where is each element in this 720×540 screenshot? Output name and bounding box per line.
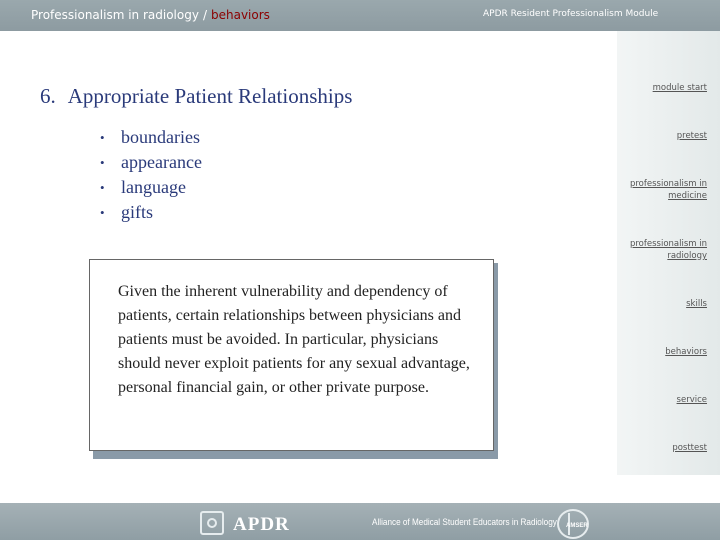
- nav-link-behaviors[interactable]: behaviors: [665, 347, 707, 357]
- list-item-text: language: [121, 177, 186, 197]
- bullet-icon: •: [100, 205, 105, 220]
- breadcrumb-separator: /: [202, 8, 207, 22]
- sidebar-nav: [617, 31, 720, 475]
- nav-link-service[interactable]: service: [676, 395, 707, 405]
- module-title: APDR Resident Professionalism Module: [483, 9, 659, 19]
- bullet-icon: •: [100, 180, 105, 195]
- list-item-text: boundaries: [121, 127, 200, 147]
- nav-link-posttest[interactable]: posttest: [672, 443, 707, 453]
- list-item: [100, 150, 202, 175]
- section-heading: [40, 84, 352, 109]
- nav-link-pretest[interactable]: pretest: [676, 131, 707, 141]
- bullet-icon: •: [100, 130, 105, 145]
- apdr-logo-icon: [200, 511, 224, 535]
- list-item: [100, 125, 202, 150]
- breadcrumb: [31, 8, 270, 22]
- list-item-text: gifts: [121, 202, 154, 222]
- breadcrumb-current: behaviors: [210, 8, 270, 22]
- nav-link-skills[interactable]: skills: [686, 299, 707, 309]
- quote-text: Given the inherent vulnerability and dependency of patients, certain relationships between physicians and patients must be avoided. In particular, physicians should never exploit patients for any sexual advantage, personal financial gain, or other private purpose.: [118, 283, 470, 396]
- breadcrumb-section[interactable]: Professionalism in radiology: [31, 8, 199, 22]
- bullet-icon: •: [100, 155, 105, 170]
- section-title: Appropriate Patient Relationships: [67, 84, 353, 108]
- nav-link-professionalism-in-radiology[interactable]: professionalism in radiology: [629, 239, 707, 261]
- apdr-logo-text: APDR: [233, 514, 290, 535]
- amser-logo-text: AMSER: [566, 523, 588, 529]
- list-item: [100, 175, 202, 200]
- list-item-text: appearance: [121, 152, 202, 172]
- bullet-list: [100, 125, 202, 225]
- nav-link-professionalism-in-medicine[interactable]: professionalism in medicine: [629, 179, 707, 201]
- list-item: [100, 200, 202, 225]
- nav-link-module-start[interactable]: module start: [652, 83, 707, 93]
- section-number: 6.: [40, 84, 56, 108]
- footer-bar: [0, 503, 720, 540]
- amser-name-text: Alliance of Medical Student Educators in Radiology: [372, 517, 557, 528]
- quote-box: [89, 259, 494, 451]
- header-bar: [0, 0, 720, 31]
